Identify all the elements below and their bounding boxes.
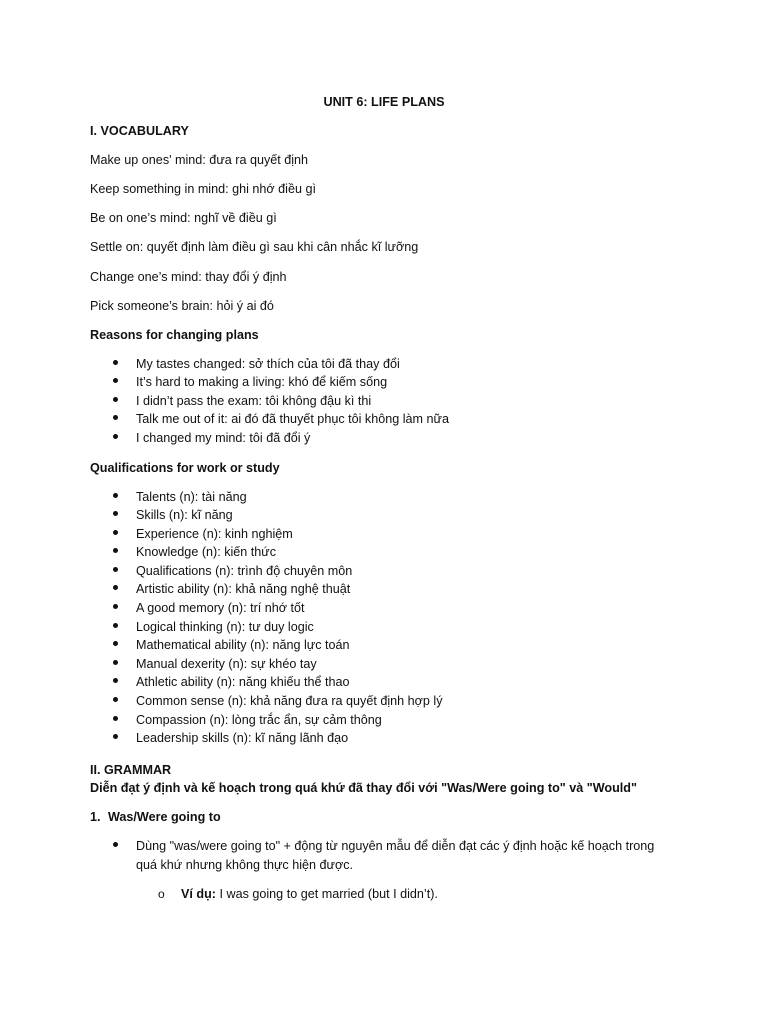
bullet-icon bbox=[113, 641, 118, 646]
vocab-phrase: Be on one’s mind: nghĩ về điều gì bbox=[90, 211, 277, 225]
vocab-phrase: Make up ones' mind: đưa ra quyết định bbox=[90, 153, 309, 167]
bullet-icon bbox=[113, 678, 118, 683]
bullet-icon bbox=[113, 434, 118, 439]
list-item: My tastes changed: sở thích của tôi đã thay đổi bbox=[136, 357, 400, 371]
grammar-rule-line: Dùng "was/were going to" + động từ nguyên mẫu để diễn đạt các ý định hoặc kế hoạch trong bbox=[136, 839, 655, 853]
bullet-icon bbox=[113, 378, 118, 383]
bullet-icon bbox=[113, 604, 118, 609]
vocab-phrase: Pick someone’s brain: hỏi ý ai đó bbox=[90, 299, 274, 313]
reasons-heading: Reasons for changing plans bbox=[90, 328, 259, 342]
list-item: I didn’t pass the exam: tôi không đậu kì thi bbox=[136, 394, 372, 408]
list-item: Knowledge (n): kiến thức bbox=[136, 545, 277, 559]
list-item: Athletic ability (n): năng khiếu thể thao bbox=[136, 675, 350, 689]
bullet-icon bbox=[113, 842, 118, 847]
bullet-icon bbox=[113, 697, 118, 702]
grammar-subheading: Diễn đạt ý định và kế hoạch trong quá khứ đã thay đổi với "Was/Were going to" và "Would" bbox=[90, 781, 637, 795]
section-1-title: Was/Were going to bbox=[108, 810, 221, 824]
list-item: It’s hard to making a living: khó để kiếm sống bbox=[136, 375, 388, 389]
bullet-icon bbox=[113, 623, 118, 628]
bullet-icon bbox=[113, 734, 118, 739]
example-label: Ví dụ: bbox=[181, 887, 216, 901]
list-item: Compassion (n): lòng trắc ẩn, sự cảm thông bbox=[136, 713, 382, 727]
vocab-phrase: Settle on: quyết định làm điều gì sau khi cân nhắc kĩ lưỡng bbox=[90, 240, 419, 254]
list-item: Experience (n): kinh nghiệm bbox=[136, 527, 293, 541]
bullet-icon bbox=[113, 567, 118, 572]
qualifications-heading: Qualifications for work or study bbox=[90, 461, 280, 475]
list-item: I changed my mind: tôi đã đổi ý bbox=[136, 431, 311, 445]
vocabulary-heading: I. VOCABULARY bbox=[90, 124, 189, 138]
bullet-icon bbox=[113, 548, 118, 553]
example-text: I was going to get married (but I didn’t). bbox=[215, 887, 438, 901]
list-item: Mathematical ability (n): năng lực toán bbox=[136, 638, 350, 652]
bullet-icon bbox=[113, 660, 118, 665]
bullet-icon bbox=[113, 585, 118, 590]
list-item: Talk me out of it: ai đó đã thuyết phục tôi không làm nữa bbox=[136, 412, 449, 426]
list-item: Skills (n): kĩ năng bbox=[136, 508, 233, 522]
grammar-heading: II. GRAMMAR bbox=[90, 763, 172, 777]
list-item: Qualifications (n): trình độ chuyên môn bbox=[136, 564, 353, 578]
list-item: Common sense (n): khả năng đưa ra quyết định hợp lý bbox=[136, 694, 443, 708]
bullet-icon bbox=[113, 716, 118, 721]
page-title: UNIT 6: LIFE PLANS bbox=[323, 95, 445, 109]
section-1-number: 1. bbox=[90, 810, 101, 824]
bullet-icon bbox=[113, 493, 118, 498]
vocab-phrase: Keep something in mind: ghi nhớ điều gì bbox=[90, 182, 316, 196]
list-item: Leadership skills (n): kĩ năng lãnh đạo bbox=[136, 731, 349, 745]
list-item: Talents (n): tài năng bbox=[136, 490, 247, 504]
bullet-icon bbox=[113, 415, 118, 420]
list-item: Logical thinking (n): tư duy logic bbox=[136, 620, 314, 634]
sub-bullet-marker: o bbox=[158, 887, 165, 901]
bullet-icon bbox=[113, 397, 118, 402]
example-line bbox=[181, 886, 438, 902]
bullet-icon bbox=[113, 511, 118, 516]
vocab-phrase: Change one’s mind: thay đổi ý định bbox=[90, 270, 287, 284]
list-item: A good memory (n): trí nhớ tốt bbox=[136, 601, 305, 615]
list-item: Manual dexerity (n): sự khéo tay bbox=[136, 657, 317, 671]
bullet-icon bbox=[113, 360, 118, 365]
grammar-rule-line: quá khứ nhưng không thực hiện được. bbox=[136, 858, 354, 872]
list-item: Artistic ability (n): khả năng nghệ thuật bbox=[136, 582, 351, 596]
bullet-icon bbox=[113, 530, 118, 535]
